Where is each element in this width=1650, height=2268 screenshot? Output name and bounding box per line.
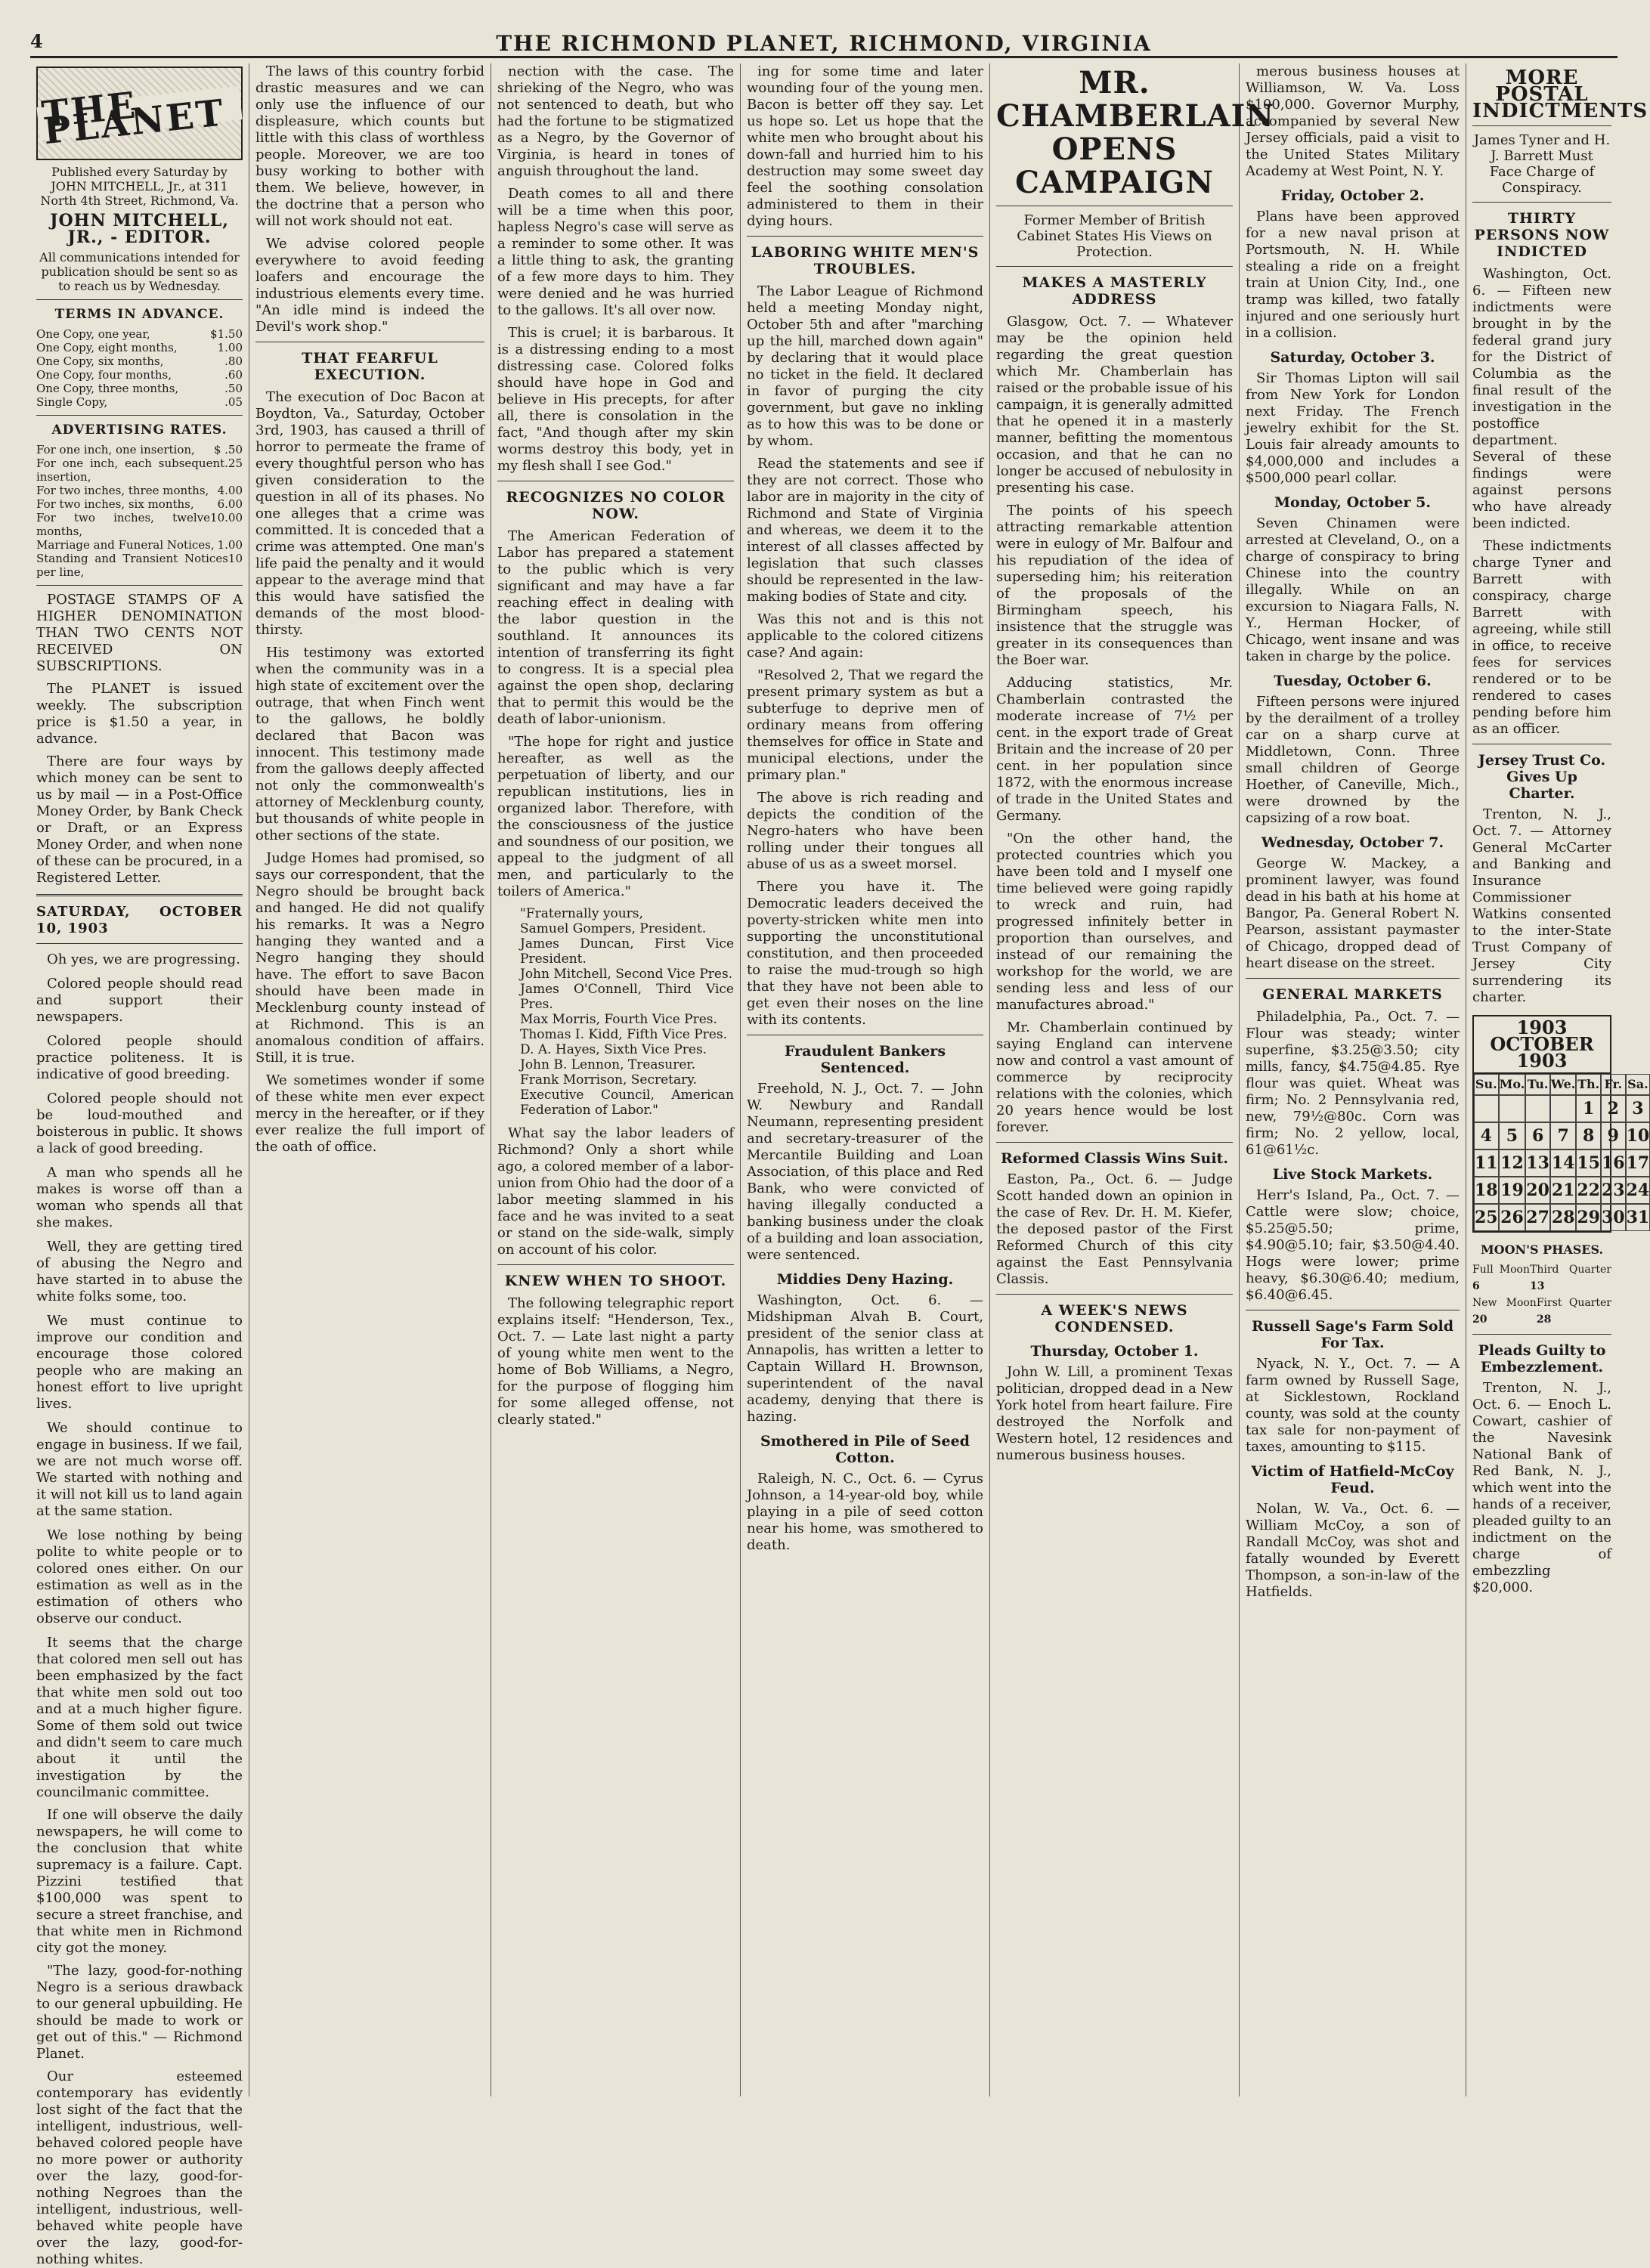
moon-phase-label: First Quarter [1536,1297,1611,1309]
adv-row [36,484,243,497]
news-item-title: Victim of Hatfield-McCoy Feud. [1251,1463,1454,1496]
article-paragraph: We advise colored people everywhere to avoid feeding loafers and encourage the industrious elements every time. "An idle mind is indeed the Devil's work shop." [255,236,484,335]
article-paragraph: The Labor League of Richmond held a meeting Monday night, October 5th and after "marching up the hill, marched down again" by declaring that it would place no ticket in the field. It declared in favor of purging the city government, but gave no inkling as to how this was to be done or by whom. [747,283,983,449]
calendar-date: 28 [1550,1204,1576,1231]
signer: John Mitchell, Second Vice Pres. [520,967,733,982]
news-paragraph: Plans have been approved for a new naval prison at Portsmouth, N. H. While stealing a ride on a freight train at Union City, Ind., one tramp was killed, two fatally injured and one seriously hurt in a collision. [1246,209,1460,341]
article-paragraph: ing for some time and later wounding four of the young men. Bacon is better off they say. Let us hope so. Let us hope that the white men who brought about his down-fall and hurried him to his destruction may some sweet day feel the soothing consolation administered to them in their dying hours. [747,63,983,229]
article-paragraph: nection with the case. The shrieking of the Negro, who was not sentenced to death, but who had the fortune to be stigmatized as a Negro, by the Governor of Virginia, is heard in tones of anguish throughout the land. [497,63,734,179]
news-item-title: Fraudulent Bankers Sentenced. [784,1043,946,1076]
calendar-day-header: Fr. [1601,1074,1626,1095]
adv-price: 10 [228,552,243,565]
calendar-date: 11 [1474,1149,1499,1177]
column-7 [1466,63,1650,2096]
calendar-date: 7 [1550,1122,1576,1149]
calendar-day-header: Mo. [1499,1074,1526,1095]
planet-logo [36,67,243,160]
moon-phase [1530,1261,1611,1295]
divider [1246,978,1460,979]
article-heading: KNEW WHEN TO SHOOT. [504,1273,727,1289]
moon-phase-label: Full Moon [1472,1264,1530,1276]
news-paragraph: Fifteen persons were injured by the derailment of a trolley car on a sharp curve at Middletown, Conn. Three small children of George Hoether, of Caneville, Mich., were drowned by the capsizing of a row boat. [1246,694,1460,826]
column-3 [491,63,741,2096]
signer: Executive Council, American Federation of Labor." [520,1088,734,1118]
calendar-date: 15 [1576,1149,1601,1177]
divider [36,415,243,416]
adv-row [36,456,243,484]
calendar-date: 6 [1525,1122,1550,1149]
signers-list [497,906,734,1118]
terms-price: .80 [224,354,243,368]
article-paragraph: The American Federation of Labor has prepared a statement to the public which is very significant and may have a far reaching effect in dealing with the labor question in the southland. It announces its intention of transferring its fight to congress. It is a special plea against the open shop, declaring that to permit this would be the death of labor-unionism. [497,528,734,727]
day-heading: Monday, October 5. [1274,494,1431,511]
deck-heading: MAKES A MASTERLY ADDRESS [1022,274,1207,308]
moon-phases [1472,1261,1611,1295]
day-heading: Tuesday, October 6. [1274,673,1432,689]
terms-price: 1.00 [217,341,243,354]
adv-label: For one inch, one insertion, [36,443,195,456]
news-item: Raleigh, N. C., Oct. 6. — Cyrus Johnson, a 14-year-old boy, while playing in a pile of seed cotton near his home, was smothered to death. [747,1471,983,1553]
editorial-short: Colored people should read and support their newspapers. [36,976,243,1025]
calendar-date [1499,1095,1526,1122]
moon-phase-day: 20 [1472,1313,1487,1326]
october-calendar [1472,1015,1650,1233]
livestock-heading: Live Stock Markets. [1272,1166,1433,1183]
terms-list [36,327,243,409]
divider [1472,1334,1611,1335]
headline: MR. CHAMBERLAIN OPENS CAMPAIGN [996,65,1274,200]
divider [36,894,243,896]
adv-row [36,538,243,552]
signer: Frank Morrison, Secretary. [520,1072,698,1088]
calendar-date: 23 [1601,1177,1626,1204]
editorial-short: A man who spends all he makes is worse off than a woman who spends all that she makes. [36,1165,243,1230]
news-item: Nyack, N. Y., Oct. 7. — A farm owned by Russell Sage, at Sicklestown, Rockland county, was sold at the county tax sale for non-payment of taxes, amounting to $115. [1246,1356,1460,1455]
signer: James O'Connell, Third Vice Pres. [520,982,734,1012]
article-paragraph: The following telegraphic report explains itself: "Henderson, Tex., Oct. 7. — Late last night a party of young white men went to the home of Bob Williams, a Negro, for the purpose of flogging him for some alleged offense, not clearly stated." [497,1295,734,1428]
calendar-date: 9 [1601,1122,1626,1149]
editorial-short: We must continue to improve our condition and encourage those colored people who are making an honest effort to live upright lives. [36,1313,243,1412]
divider [36,943,243,944]
divider [747,236,983,237]
terms-label: One Copy, three months, [36,382,179,395]
editorial-short: We lose nothing by being polite to white people or to colored ones either. On our estimation as well as in the estimation of others who observe our conduct. [36,1527,243,1626]
adv-price: 10.00 [210,511,243,524]
column-1 [30,63,249,2267]
calendar-date: 4 [1474,1122,1499,1149]
calendar-date [1550,1095,1576,1122]
signer: Max Morris, Fourth Vice Pres. [520,1012,717,1027]
article-heading: THAT FEARFUL EXECUTION. [302,350,438,383]
calendar-date: 21 [1550,1177,1576,1204]
calendar-date: 18 [1474,1177,1499,1204]
news-paragraph: Seven Chinamen were arrested at Cleveland, O., on a charge of conspiracy to bring Chinese into the country illegally. While on an excursion to Niagara Falls, N. Y., Herman Hocker, of Chicago, went insane and was taken in charge by the police. [1246,515,1460,664]
calendar-date: 5 [1499,1122,1526,1149]
column-4 [741,63,990,2096]
terms-label: Single Copy, [36,395,108,409]
editor-line: JOHN MITCHELL, JR., - EDITOR. [50,211,229,247]
markets-heading: GENERAL MARKETS [1262,986,1443,1003]
divider [36,299,243,300]
deck-heading: THIRTY PERSONS NOW INDICTED [1474,210,1610,260]
moon-phases [1472,1295,1611,1328]
article-paragraph: The execution of Doc Bacon at Boydton, Va., Saturday, October 3rd, 1903, has caused a thrill of horror to permeate the frame of every thoughtful person who has given consideration to the question in all of its phases. No one alleges that a crime was committed. It is conceded that a crime was attempted. One man's life paid the penalty and it would appear to the average mind that this would have satisfied the demands of the most blood-thirsty. [255,389,484,638]
news-item: John W. Lill, a prominent Texas politician, dropped dead in a New York hotel from heart failure. Fire destroyed the Norfolk and Western hotel, 12 residences and numerous business houses. [996,1364,1233,1463]
column-2 [249,63,491,2096]
moon-phase-day: 6 [1472,1280,1480,1292]
divider [497,1264,734,1265]
editor-note: All communications intended for publication should be sent so as to reach us by Wednesday. [39,250,240,293]
subscription-info: The PLANET is issued weekly. The subscription price is $1.50 a year, in advance. [36,681,243,747]
adv-title: ADVERTISING RATES. [51,422,228,438]
calendar-date [1474,1095,1499,1122]
editorial-short: Oh yes, we are progressing. [47,951,240,967]
publish-info: Published every Saturday by JOHN MITCHELL, Jr., at 311 North 4th Street, Richmond, Va. [40,165,239,208]
article-paragraph: What say the labor leaders of Richmond? Only a short while ago, a colored member of a labor-union from Ohio had the door of a labor meeting slammed in his face and he was invited to a seat or stand on the side-walk, simply on account of his color. [497,1125,734,1258]
calendar-date: 25 [1474,1204,1499,1231]
calendar-date [1525,1095,1550,1122]
calendar-date: 12 [1499,1149,1526,1177]
calendar-date: 26 [1499,1204,1526,1231]
divider [1472,202,1611,203]
moon-phase-label: New Moon [1472,1297,1537,1309]
markets-report: Philadelphia, Pa., Oct. 7. — Flour was steady; winter superfine, $3.25@3.50; city mills, fancy, $4.75@4.85. Rye flour was quiet. Wheat was firm; No. 2 Pennsylvania red, new, 79½@80c. Corn was firm; No. 2 yellow, local, 61@61½c. [1246,1009,1460,1158]
terms-row [36,395,243,409]
editorial-paragraph: Our esteemed contemporary has evidently lost sight of the fact that the intelligent, industrious, well-behaved colored people have no more power or authority over the lazy, good-for-nothing Negroes than the intelligent, industrious, well-behaved white people have over the lazy, good-for-nothing whites. [36,2068,243,2267]
news-item-title: Smothered in Pile of Seed Cotton. [760,1433,970,1466]
calendar-date: 29 [1576,1204,1601,1231]
calendar-date: 2 [1601,1095,1626,1122]
adv-row [36,552,243,579]
article-paragraph: Adducing statistics, Mr. Chamberlain contrasted the moderate increase of 7½ per cent. in the export trade of Great Britain and the increase of 20 per cent. in her population since 1872, with the enormous increase of trade in the United States and Germany. [996,675,1233,824]
adv-row [36,443,243,456]
adv-price: 1.00 [217,538,243,552]
article-paragraph: His testimony was extorted when the community was in a high state of excitement over the outrage, that when Finch went to the gallows, he boldly declared that Bacon was innocent. This testimony made from the gallows deeply affected not only the commonwealth's attorney of Mecklenburg county, but thousands of white people in other sections of the state. [255,645,484,843]
news-paragraph: Sir Thomas Lipton will sail from New York for London next Friday. The French jewelry exhibit for the St. Louis fair already amounts to $4,000,000 and includes a $500,000 pearl collar. [1246,370,1460,486]
news-item-title: Reformed Classis Wins Suit. [1001,1150,1228,1167]
article-paragraph: The points of his speech attracting remarkable attention were in eulogy of Mr. Balfour and his repudiation of the idea of superseding him; his reiteration of the proposals of the Birmingham speech, his insistence that the struggle was greater in its consequences than the Boer war. [996,503,1233,668]
calendar-day-header: We. [1550,1074,1576,1095]
calendar-title: 1903 OCTOBER 1903 [1474,1016,1610,1074]
column-5 [990,63,1274,2096]
moon-phase [1472,1261,1530,1295]
article-paragraph: Was this not and is this not applicable to the colored citizens case? And again: [747,611,983,661]
article-paragraph: Read the statements and see if they are not correct. Those who labor are in majority in the city of Richmond and State of Virginia and whereas, we deem it to the interest of all classes affected by legislation that such classes should be represented in the law-making bodies of State and city. [747,456,983,605]
day-heading: Thursday, October 1. [1030,1343,1199,1360]
news-paragraph: George W. Mackey, a prominent lawyer, was found dead in his bath at his home at Bangor, Pa. General Robert N. Pearson, assistant paymaster of Chicago, dropped dead of heart disease on the street. [1246,856,1460,971]
article-paragraph: The above is rich reading and depicts the condition of the Negro-haters who have been rolling under their tongues all abuse of us as a sweet morsel. [747,790,983,872]
news-item-title: Pleads Guilty to Embezzlement. [1478,1342,1606,1375]
day-heading: Wednesday, October 7. [1261,834,1444,851]
terms-row [36,354,243,368]
terms-price: .50 [224,382,243,395]
article-paragraph: Death comes to all and there will be a time when this poor, hapless Negro's case will serve as a reminder to some other. It was a little thing to ask, the granting of a few more days to him. They were denied and he was hurried to the gallows. It's all over now. [497,186,734,318]
article-paragraph: "The hope for right and justice hereafter, as well as the perpetuation of liberty, and our republican institutions, lies in organized labor. Therefore, with the consciousness of the justice and soundness of our position, we appeal to the judgment of all men, and particularly to the toilers of America." [497,734,734,899]
adv-label: For two inches, twelve months, [36,511,211,538]
calendar-date: 16 [1601,1149,1626,1177]
day-heading: Saturday, October 3. [1270,349,1435,366]
article-paragraph: These indictments charge Tyner and Barrett with conspiracy, charge Barrett with agreeing, while still in office, to receive fees for services rendered or to be rendered to cases pending before him as an officer. [1472,538,1611,737]
editorial-short: Well, they are getting tired of abusing the Negro and have started in to abuse the white folks some, too. [36,1239,243,1304]
calendar-date: 20 [1525,1177,1550,1204]
moon-phase-day: 28 [1536,1313,1552,1326]
signer: Samuel Gompers, President. [520,921,707,936]
editorial-quote: "The lazy, good-for-nothing Negro is a serious drawback to our general upbuilding. He should be made to work or get out of this." — Richmond Planet. [36,1963,243,2062]
signer: "Fraternally yours, [520,906,643,921]
calendar-date: 31 [1626,1204,1650,1231]
adv-price: $ .50 [213,443,243,456]
news-item-title: Russell Sage's Farm Sold For Tax. [1251,1318,1454,1351]
article-paragraph: Washington, Oct. 6. — Fifteen new indictments were brought in by the federal grand jury for the District of Columbia as the final result of the investigation in the postoffice department. Several of these findings were against persons who have already been indicted. [1472,266,1611,531]
adv-label: Marriage and Funeral Notices, [36,538,215,552]
adv-price: .25 [224,456,243,470]
article-paragraph: "On the other hand, the protected countries which you have been told and I myself one time believed were going rapidly to wreck and ruin, had progressed infinitely better in proportion than ourselves, and instead of our remaining the workshop for the world, we are sending less and less of our manufactures abroad." [996,831,1233,1013]
terms-label: One Copy, one year, [36,327,150,341]
payment-info: There are four ways by which money can be sent to us by mail — in a Post-Office Money Order, by Bank Check or Draft, or an Express Money Order, and when none of these can be procured, in a Registered Letter. [36,753,243,886]
headline: MORE POSTAL INDICTMENTS [1472,67,1648,122]
terms-row [36,327,243,341]
divider [1472,125,1611,126]
moon-phase-label: Third Quarter [1530,1264,1611,1276]
adv-label: For two inches, six months, [36,497,194,511]
terms-row [36,368,243,382]
logo-text: THE PLANET [36,86,242,141]
masthead [30,30,1617,58]
calendar-grid [1474,1074,1650,1231]
article-paragraph: This is cruel; it is barbarous. It is a distressing ending to a most distressing case. Colored folks should have hope in God and believe in His precepts, for after all, there is consolation in the fact, "And though after my skin worms destroy this body, yet in my flesh shall I see God." [497,325,734,474]
terms-label: One Copy, four months, [36,368,172,382]
news-item: Trenton, N. J., Oct. 6. — Enoch L. Cowart, cashier of the Navesink National Bank of Red Bank, N. J., which went into the hands of a receiver, pleaded guilty to an indictment on the charge of embezzling $20,000. [1472,1380,1611,1595]
adv-label: For one inch, each subsequent insertion, [36,456,225,484]
page-number: 4 [30,30,45,52]
adv-label: Standing and Transient Notices per line, [36,552,228,579]
subheadline: Former Member of British Cabinet States His Views on Protection. [1017,212,1212,260]
terms-price: $1.50 [210,327,243,341]
editorial-short: Colored people should not be loud-mouthed and boisterous in public. It shows a lack of good breeding. [36,1091,243,1156]
adv-price: 6.00 [217,497,243,511]
columns [30,63,1650,2267]
news-item: Washington, Oct. 6. — Midshipman Alvah B. Court, president of the senior class at Annapolis, has written a letter to Captain Willard H. Brownson, superintendent of the naval academy, denying that there is hazing. [747,1292,983,1425]
moon-phase-day: 13 [1530,1280,1545,1292]
calendar-day-header: Th. [1576,1074,1601,1095]
calendar-date: 14 [1550,1149,1576,1177]
calendar-day-header: Tu. [1525,1074,1550,1095]
signer: Thomas I. Kidd, Fifth Vice Pres. [520,1027,728,1042]
terms-price: .60 [224,368,243,382]
article-paragraph: Glasgow, Oct. 7. — Whatever may be the opinion held regarding the great question which Mr. Chamberlain has raised or the probable issue of his campaign, it is generally admitted that he opened it in a masterly manner, befitting the momentous occasion, and that he can no longer be accused of nebulosity in presenting his case. [996,314,1233,496]
terms-row [36,382,243,395]
calendar-date: 1 [1576,1095,1601,1122]
terms-label: One Copy, six months, [36,354,164,368]
calendar-day-header: Sa. [1626,1074,1650,1095]
divider [996,266,1233,267]
calendar-date: 30 [1601,1204,1626,1231]
adv-label: For two inches, three months, [36,484,209,497]
adv-list [36,443,243,579]
adv-row [36,497,243,511]
news-item: Trenton, N. J., Oct. 7. — Attorney General McCarter and Banking and Insurance Commissioner Watkins consented to the inter-State Trust Company of Jersey City surrendering its charter. [1472,806,1611,1005]
column-6 [1240,63,1466,2096]
article-paragraph: Mr. Chamberlain continued by saying England can intervene now and control a vast amount of commerce by reciprocity relations with the colonies, which 20 years hence would be lost forever. [996,1020,1233,1135]
signer: James Duncan, First Vice President. [520,936,734,967]
news-item: Easton, Pa., Oct. 6. — Judge Scott handed down an opinion in the case of Rev. Dr. H. M. Kiefer, the deposed pastor of the First Reformed Church of this city against the East Pennsylvania Classis. [996,1171,1233,1287]
article-paragraph: "Resolved 2, That we regard the present primary system as but a subterfuge to deprive men of ordinary means from offering themselves for office in State and municipal elections, under the primary plan." [747,667,983,783]
calendar-day-header: Su. [1474,1074,1499,1095]
signer: D. A. Hayes, Sixth Vice Pres. [520,1042,707,1057]
article-heading: RECOGNIZES NO COLOR NOW. [506,489,726,522]
editorial-paragraph: If one will observe the daily newspapers, he will come to the conclusion that white supremacy is a failure. Capt. Pizzini testified that $100,000 was spent to secure a street franchise, and that white men in Richmond city got the money. [36,1807,243,1956]
terms-row [36,341,243,354]
news-item: Nolan, W. Va., Oct. 6. — William McCoy, a son of Randall McCoy, was shot and fatally wounded by Everett Thompson, a son-in-law of the Hatfields. [1246,1501,1460,1600]
livestock-report: Herr's Island, Pa., Oct. 7. — Cattle were slow; choice, $5.25@5.50; prime, $4.90@5.10; fair, $3.50@4.40. Hogs were lower; prime heavy, $6.30@6.40; medium, $6.40@6.45. [1246,1187,1460,1303]
divider [996,1294,1233,1295]
postage-note: POSTAGE STAMPS OF A HIGHER DENOMINATION THAN TWO CENTS NOT RECEIVED ON SUBSCRIPTIONS. [36,592,243,674]
news-paragraph: merous business houses at Williamson, W. Va. Loss $100,000. Governor Murphy, accompanied by several New Jersey officials, paid a visit to the United States Military Academy at West Point, N. Y. [1246,63,1460,179]
calendar-date: 13 [1525,1149,1550,1177]
issue-date: SATURDAY, OCTOBER 10, 1903 [36,904,243,936]
masthead-title: THE RICHMOND PLANET, RICHMOND, VIRGINIA [496,30,1152,56]
adv-price: 4.00 [217,484,243,497]
article-paragraph: There you have it. The Democratic leaders deceived the poverty-stricken white men into supporting the unconstitutional constitution, and then proceeded to raise the mud-trough so high that they have not been able to get even their noses on the line with its contents. [747,879,983,1028]
editorial-paragraph: It seems that the charge that colored men sell out has been emphasized by the fact that white men sold out too and at a much higher figure. Some of them sold out twice and didn't seem to care much about it until the investigation by the councilmanic committee. [36,1635,243,1800]
calendar-date: 10 [1626,1122,1650,1149]
subheadline: James Tyner and H. J. Barrett Must Face Charge of Conspiracy. [1473,132,1611,196]
news-item: Freehold, N. J., Oct. 7. — John W. Newbury and Randall Neumann, representing president and secretary-treasurer of the Mercantile Building and Loan Association, of this place and Red Bank, who were convicted of having illegally conducted a banking business under the cloak of a building and loan association, were sentenced. [747,1081,983,1263]
divider [36,585,243,586]
signer: John B. Lennon, Treasurer. [520,1057,696,1072]
calendar-date: 17 [1626,1149,1650,1177]
divider [996,1142,1233,1143]
calendar-date: 8 [1576,1122,1601,1149]
adv-row [36,511,243,538]
calendar-date: 3 [1626,1095,1650,1122]
calendar-date: 24 [1626,1177,1650,1204]
editorial-short: We should continue to engage in business. If we fail, we are not much worse off. We started with nothing and it will not kill us to land again at the same station. [36,1420,243,1519]
terms-title: TERMS IN ADVANCE. [54,307,224,322]
news-item-title: Middies Deny Hazing. [776,1271,954,1288]
moon-phases-title: MOON'S PHASES. [1480,1242,1604,1257]
calendar-date: 19 [1499,1177,1526,1204]
article-paragraph: The laws of this country forbid drastic measures and we can only use the influence of our displeasure, which counts but little with this class of worthless people. Moreover, we are too busy working to bother with them. We believe, however, in the doctrine that a person who will not work should not eat. [255,63,484,229]
article-heading: LABORING WHITE MEN'S TROUBLES. [751,244,980,277]
calendar-date: 22 [1576,1177,1601,1204]
moon-phase [1472,1295,1537,1328]
article-heading: A WEEK'S NEWS CONDENSED. [1041,1302,1188,1335]
terms-price: .05 [224,395,243,409]
terms-label: One Copy, eight months, [36,341,178,354]
article-paragraph: We sometimes wonder if some of these white men ever expect mercy in the hereafter, or if they ever realize the full import of the oath of office. [255,1072,484,1155]
article-paragraph: Judge Homes had promised, so says our correspondent, that the Negro should be brought back and hanged. He did not qualify his remarks. It was a Negro hanging they wanted and a Negro hanging they should have. The effort to save Bacon should have been made in Mecklenburg county instead of at Richmond. This is an anomalous condition of affairs. Still, it is true. [255,850,484,1066]
calendar-date: 27 [1525,1204,1550,1231]
day-heading: Friday, October 2. [1280,187,1425,204]
moon-phase [1537,1295,1611,1328]
news-item-title: Jersey Trust Co. Gives Up Charter. [1478,752,1606,802]
editorial-short: Colored people should practice politeness. It is indicative of good breeding. [36,1033,243,1082]
